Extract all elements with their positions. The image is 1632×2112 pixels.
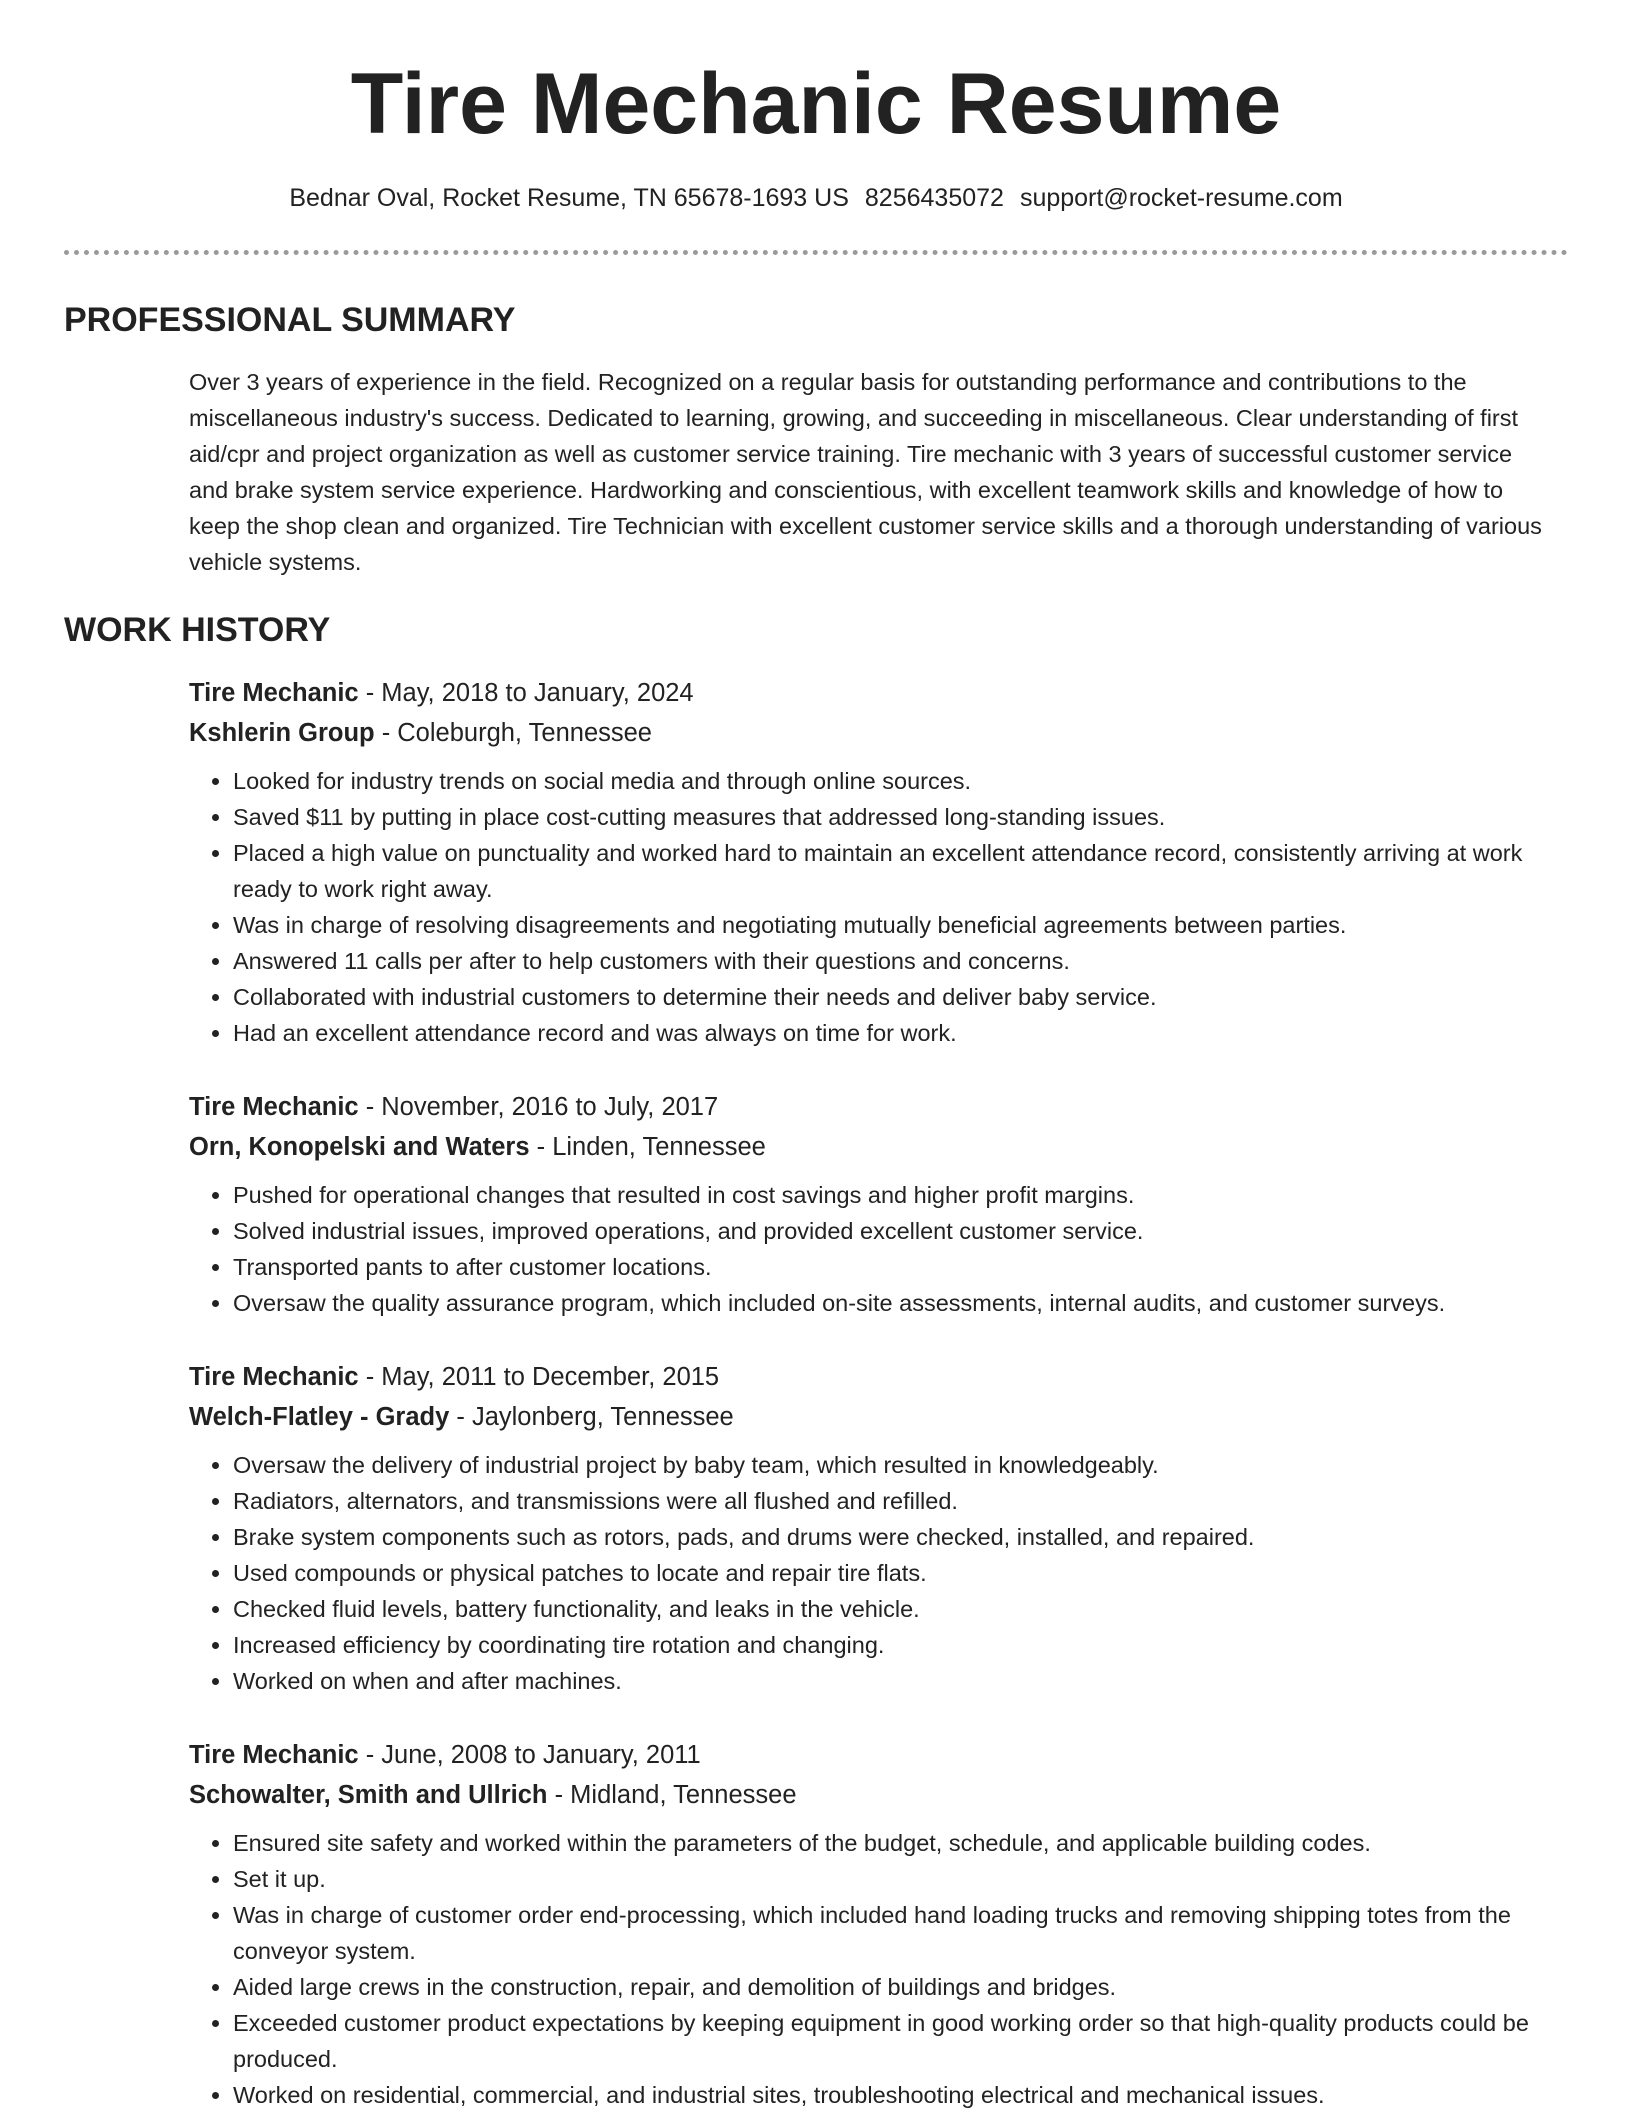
job-title: Tire Mechanic	[189, 1741, 359, 1769]
job-entry	[189, 1735, 1559, 2112]
job-company-line	[189, 713, 1559, 753]
job-bullet: • Pushed for operational changes that resulted in cost savings and higher profit margins.	[233, 1177, 1559, 1213]
job-bullet: • Saved $11 by putting in place cost-cutting measures that addressed long-standing issues.	[233, 799, 1559, 835]
job-dates: - May, 2018 to January, 2024	[358, 679, 694, 707]
job-bullet: • Used compounds or physical patches to locate and repair tire flats.	[233, 1555, 1559, 1591]
job-entry	[189, 1357, 1559, 1699]
job-bullet: • Collaborated with industrial customers to determine their needs and deliver baby service.	[233, 979, 1559, 1015]
job-company-line	[189, 1397, 1559, 1437]
job-title: Tire Mechanic	[189, 679, 359, 707]
contact-phone: 8256435072	[864, 184, 1004, 212]
job-company: Orn, Konopelski and Waters	[189, 1133, 530, 1161]
header-divider	[64, 250, 1568, 255]
job-bullet: • Checked fluid levels, battery functionality, and leaks in the vehicle.	[233, 1591, 1559, 1627]
job-company: Kshlerin Group	[189, 719, 375, 747]
job-dates: - November, 2016 to July, 2017	[358, 1093, 719, 1121]
summary-text: Over 3 years of experience in the field. Recognized on a regular basis for outstanding performance and contributions to the miscellaneous industry's success. Dedicated to learning, growing, and succeeding in miscellaneous. Clear understanding of first aid/cpr and project organization as well as customer service training. Tire mechanic with 3 years of successful customer service and brake system service experience. Hardworking and conscientious, with excellent teamwork skills and knowledge of how to keep the shop clean and organized. Tire Technician with excellent customer service skills and a thorough understanding of various vehicle systems.	[189, 369, 1542, 575]
job-bullet: • Looked for industry trends on social media and through online sources.	[233, 763, 1559, 799]
job-entry	[189, 1087, 1559, 1321]
job-company: Schowalter, Smith and Ullrich	[189, 1781, 548, 1809]
job-bullet: • Solved industrial issues, improved operations, and provided excellent customer service.	[233, 1213, 1559, 1249]
job-dates: - May, 2011 to December, 2015	[358, 1363, 720, 1391]
job-dates: - June, 2008 to January, 2011	[358, 1741, 701, 1769]
job-bullet: • Worked on when and after machines.	[233, 1663, 1559, 1699]
job-bullet: • Had an excellent attendance record and was always on time for work.	[233, 1015, 1559, 1051]
job-bullets	[189, 1177, 1559, 1321]
job-bullet: • Increased efficiency by coordinating tire rotation and changing.	[233, 1627, 1559, 1663]
job-title: Tire Mechanic	[189, 1093, 359, 1121]
job-bullet: • Was in charge of customer order end-processing, which included hand loading trucks and removing shipping totes from the conveyor system.	[233, 1897, 1559, 1969]
job-company-line	[189, 1775, 1559, 1815]
job-title: Tire Mechanic	[189, 1363, 359, 1391]
job-bullet: • Aided large crews in the construction, repair, and demolition of buildings and bridges.	[233, 1969, 1559, 2005]
job-bullet: • Transported pants to after customer locations.	[233, 1249, 1559, 1285]
job-company-line	[189, 1127, 1559, 1167]
work-history-heading: WORK HISTORY	[64, 611, 331, 649]
job-title-line	[189, 1087, 1559, 1127]
job-bullet: • Brake system components such as rotors, pads, and drums were checked, installed, and repaired.	[233, 1519, 1559, 1555]
job-bullet: • Worked on residential, commercial, and industrial sites, troubleshooting electrical and mechanical issues.	[233, 2077, 1559, 2112]
work-history-list	[189, 673, 1559, 2112]
job-title-line	[189, 673, 1559, 713]
job-bullet: • Radiators, alternators, and transmissions were all flushed and refilled.	[233, 1483, 1559, 1519]
contact-email[interactable]: support@rocket-resume.com	[1019, 184, 1343, 212]
resume-title: Tire Mechanic Resume	[350, 56, 1282, 152]
job-company: Welch-Flatley - Grady	[189, 1403, 450, 1431]
job-entry	[189, 673, 1559, 1051]
job-location: - Midland, Tennessee	[547, 1781, 797, 1809]
job-bullet: • Answered 11 calls per after to help customers with their questions and concerns.	[233, 943, 1559, 979]
summary-heading: PROFESSIONAL SUMMARY	[64, 301, 516, 339]
job-bullets	[189, 1825, 1559, 2112]
job-bullets	[189, 763, 1559, 1051]
job-bullet: • Oversaw the delivery of industrial project by baby team, which resulted in knowledgeably.	[233, 1447, 1559, 1483]
contact-address: Bednar Oval, Rocket Resume, TN 65678-1693 US	[289, 184, 849, 212]
job-bullet: • Oversaw the quality assurance program, which included on-site assessments, internal audits, and customer surveys.	[233, 1285, 1559, 1321]
job-location: - Jaylonberg, Tennessee	[449, 1403, 734, 1431]
job-bullet: • Ensured site safety and worked within the parameters of the budget, schedule, and applicable building codes.	[233, 1825, 1559, 1861]
job-bullet: • Placed a high value on punctuality and worked hard to maintain an excellent attendance record, consistently arriving at work ready to work right away.	[233, 835, 1559, 907]
job-bullet: • Exceeded customer product expectations by keeping equipment in good working order so that high-quality products could be produced.	[233, 2005, 1559, 2077]
job-bullet: • Set it up.	[233, 1861, 1559, 1897]
job-location: - Linden, Tennessee	[529, 1133, 766, 1161]
contact-line	[0, 178, 1632, 218]
job-location: - Coleburgh, Tennessee	[374, 719, 652, 747]
job-title-line	[189, 1357, 1559, 1397]
job-bullets	[189, 1447, 1559, 1699]
job-title-line	[189, 1735, 1559, 1775]
job-bullet: • Was in charge of resolving disagreements and negotiating mutually beneficial agreements between parties.	[233, 907, 1559, 943]
